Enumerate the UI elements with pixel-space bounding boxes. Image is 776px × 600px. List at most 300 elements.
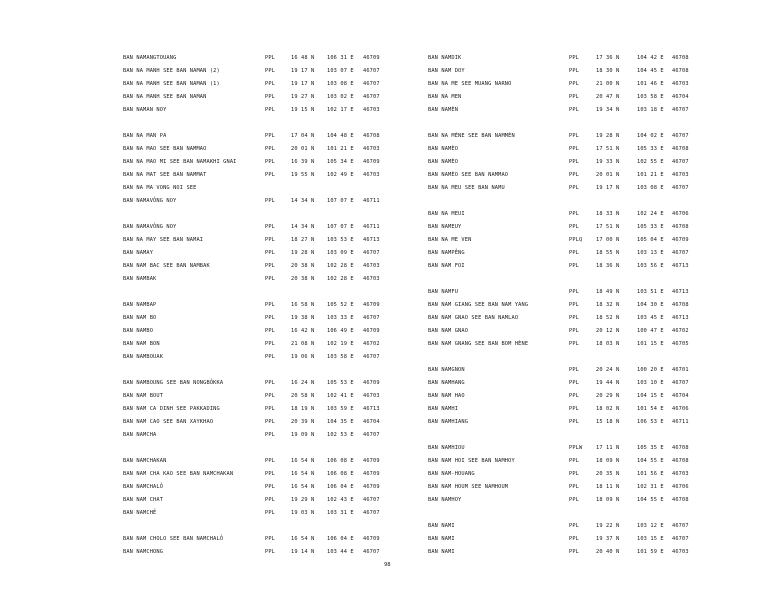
- place-name: BAN NAM CHAT: [123, 497, 164, 503]
- map-code: 46703: [363, 172, 380, 178]
- feature-class: PPL: [569, 380, 580, 386]
- feature-class: PPL: [265, 549, 276, 555]
- latitude: 19 17 N: [291, 81, 315, 87]
- latitude: 20 40 N: [596, 549, 620, 555]
- longitude: 102 55 E: [637, 159, 664, 165]
- place-name: BAN NA MAY SEE BAN NAMAI: [123, 237, 204, 243]
- feature-class: PPL: [569, 406, 580, 412]
- latitude: 18 09 N: [596, 458, 620, 464]
- feature-class: PPL: [569, 172, 580, 178]
- place-name: BAN NAM HOI SEE BAN NAMHOY: [428, 458, 515, 464]
- place-name: BAN NAMCHẺ: [123, 510, 157, 516]
- latitude: 20 24 N: [596, 367, 620, 373]
- longitude: 104 55 E: [637, 458, 664, 464]
- place-name: BAN NA MANH SEE BAN NAMAN (2): [123, 68, 220, 74]
- feature-class: PPL: [569, 289, 580, 295]
- longitude: 100 47 E: [637, 328, 664, 334]
- place-name: BAN NAM GNANG SEE BAN BOM HÈNE: [428, 341, 529, 347]
- place-name: BAN NA MANH SEE BAN NAMAN (1): [123, 81, 220, 87]
- longitude: 101 21 E: [327, 146, 354, 152]
- latitude: 19 15 N: [291, 107, 315, 113]
- place-name: BAN NAMAVỎNG NOY: [123, 224, 177, 230]
- place-name: BAN NAM CAO SEE BAN XAYKHAO: [123, 419, 214, 425]
- feature-class: PPL: [265, 55, 276, 61]
- latitude: 18 33 N: [596, 211, 620, 217]
- latitude: 20 29 N: [596, 393, 620, 399]
- feature-class: PPL: [265, 276, 276, 282]
- place-name: BAN NA MANH SEE BAN NAMAN: [123, 94, 207, 100]
- feature-class: PPLW: [569, 445, 583, 451]
- feature-class: PPL: [569, 328, 580, 334]
- latitude: 20 58 N: [291, 393, 315, 399]
- map-code: 46707: [672, 380, 689, 386]
- place-name: BAN NAMBOUAK: [123, 354, 164, 360]
- longitude: 104 48 E: [327, 133, 354, 139]
- place-name: BAN NAMCHAKAN: [123, 458, 167, 464]
- longitude: 106 08 E: [327, 471, 354, 477]
- place-name: BAN NAMBO: [123, 328, 154, 334]
- latitude: 20 39 N: [291, 419, 315, 425]
- map-code: 46703: [363, 107, 380, 113]
- longitude: 105 33 E: [637, 146, 664, 152]
- feature-class: PPL: [265, 68, 276, 74]
- place-name: BAN NAM-HOUANG: [428, 471, 475, 477]
- map-code: 46709: [363, 380, 380, 386]
- map-code: 46708: [672, 302, 689, 308]
- feature-class: PPL: [569, 471, 580, 477]
- latitude: 19 44 N: [596, 380, 620, 386]
- feature-class: PPL: [265, 393, 276, 399]
- latitude: 20 38 N: [291, 276, 315, 282]
- map-code: 46713: [672, 315, 689, 321]
- map-code: 46711: [363, 224, 380, 230]
- longitude: 102 24 E: [637, 211, 664, 217]
- longitude: 103 58 E: [327, 354, 354, 360]
- longitude: 104 35 E: [327, 419, 354, 425]
- latitude: 14 34 N: [291, 224, 315, 230]
- longitude: 101 15 E: [637, 341, 664, 347]
- longitude: 106 08 E: [327, 458, 354, 464]
- feature-class: PPL: [265, 458, 276, 464]
- latitude: 18 32 N: [596, 302, 620, 308]
- feature-class: PPL: [265, 341, 276, 347]
- map-code: 46707: [363, 94, 380, 100]
- longitude: 103 10 E: [637, 380, 664, 386]
- longitude: 103 07 E: [327, 68, 354, 74]
- feature-class: PPLQ: [569, 237, 583, 243]
- longitude: 104 02 E: [637, 133, 664, 139]
- place-name: BAN NAMHIANG: [428, 419, 469, 425]
- place-name: BAN NAM GIANG SEE BAN NAM YANG: [428, 302, 529, 308]
- latitude: 17 51 N: [596, 146, 620, 152]
- longitude: 105 04 E: [637, 237, 664, 243]
- place-name: BAN NA MAT SEE BAN NAMMAT: [123, 172, 207, 178]
- feature-class: PPL: [265, 354, 276, 360]
- map-code: 46702: [672, 328, 689, 334]
- latitude: 17 11 N: [596, 445, 620, 451]
- map-code: 46707: [672, 133, 689, 139]
- longitude: 102 28 E: [327, 276, 354, 282]
- feature-class: PPL: [569, 133, 580, 139]
- map-code: 46708: [672, 146, 689, 152]
- longitude: 106 53 E: [637, 419, 664, 425]
- latitude: 19 33 N: [596, 159, 620, 165]
- latitude: 17 00 N: [596, 237, 620, 243]
- latitude: 18 19 N: [291, 406, 315, 412]
- longitude: 106 49 E: [327, 328, 354, 334]
- longitude: 102 19 E: [327, 341, 354, 347]
- feature-class: PPL: [265, 432, 276, 438]
- place-name: BAN NAM FOI: [428, 263, 465, 269]
- feature-class: PPL: [569, 263, 580, 269]
- feature-class: PPL: [265, 133, 276, 139]
- map-code: 46705: [672, 341, 689, 347]
- map-code: 46703: [672, 549, 689, 555]
- place-name: BAN NAMI: [428, 549, 455, 555]
- feature-class: PPL: [569, 185, 580, 191]
- latitude: 19 09 N: [291, 432, 315, 438]
- place-name: BAN NAM GNAO SEE BAN NAMLAO: [428, 315, 519, 321]
- place-name: BAN NA MAN PA: [123, 133, 167, 139]
- map-code: 46713: [672, 263, 689, 269]
- feature-class: PPL: [265, 510, 276, 516]
- latitude: 18 49 N: [596, 289, 620, 295]
- latitude: 16 42 N: [291, 328, 315, 334]
- latitude: 18 30 N: [596, 68, 620, 74]
- longitude: 104 15 E: [637, 393, 664, 399]
- feature-class: PPL: [265, 328, 276, 334]
- map-code: 46709: [363, 471, 380, 477]
- map-code: 46706: [672, 406, 689, 412]
- longitude: 105 34 E: [327, 159, 354, 165]
- place-name: BAN NAM DOY: [428, 68, 465, 74]
- latitude: 16 54 N: [291, 536, 315, 542]
- map-code: 46707: [363, 81, 380, 87]
- feature-class: PPL: [265, 107, 276, 113]
- longitude: 103 08 E: [327, 81, 354, 87]
- map-code: 46701: [672, 367, 689, 373]
- map-code: 46707: [363, 68, 380, 74]
- latitude: 19 17 N: [596, 185, 620, 191]
- map-code: 46708: [672, 68, 689, 74]
- place-name: BAN NA ME VEN: [428, 237, 472, 243]
- place-name: BAN NAMDIK: [428, 55, 462, 61]
- latitude: 15 18 N: [596, 419, 620, 425]
- place-name: BAN NAMPẺNG: [428, 250, 465, 256]
- feature-class: PPL: [569, 549, 580, 555]
- place-name: BAN NAM BAC SEE BAN NAMBAK: [123, 263, 210, 269]
- longitude: 103 18 E: [637, 107, 664, 113]
- map-code: 46707: [363, 432, 380, 438]
- map-code: 46703: [363, 276, 380, 282]
- place-name: BAN NAMCHA: [123, 432, 157, 438]
- feature-class: PPL: [569, 523, 580, 529]
- place-name: BAN NAMBAP: [123, 302, 157, 308]
- map-code: 46707: [672, 107, 689, 113]
- latitude: 19 28 N: [596, 133, 620, 139]
- page-number: 98: [384, 562, 391, 568]
- latitude: 18 02 N: [596, 406, 620, 412]
- latitude: 17 51 N: [596, 224, 620, 230]
- latitude: 20 35 N: [596, 471, 620, 477]
- place-name: BAN NAM HOUM SEE NAMHOUM: [428, 484, 509, 490]
- place-name: BAN NAMAN NOY: [123, 107, 167, 113]
- map-code: 46704: [672, 393, 689, 399]
- latitude: 16 39 N: [291, 159, 315, 165]
- map-code: 46709: [363, 159, 380, 165]
- place-name: BAN NA MEU SEE BAN NAMU: [428, 185, 505, 191]
- map-code: 46708: [672, 445, 689, 451]
- map-code: 46703: [672, 81, 689, 87]
- longitude: 103 59 E: [327, 406, 354, 412]
- map-code: 46703: [672, 471, 689, 477]
- place-name: BAN NAMHI: [428, 406, 459, 412]
- map-code: 46713: [363, 237, 380, 243]
- place-name: BAN NAM CHOLO SEE BAN NAMCHALỎ: [123, 536, 224, 542]
- latitude: 17 36 N: [596, 55, 620, 61]
- feature-class: PPL: [569, 68, 580, 74]
- place-name: BAN NAMCHALỎ: [123, 484, 164, 490]
- longitude: 103 08 E: [637, 185, 664, 191]
- place-name: BAN NAMFU: [428, 289, 459, 295]
- longitude: 101 56 E: [637, 471, 664, 477]
- place-name: BAN NAM BON: [123, 341, 160, 347]
- map-code: 46708: [672, 458, 689, 464]
- latitude: 19 37 N: [596, 536, 620, 542]
- map-code: 46711: [672, 419, 689, 425]
- longitude: 104 30 E: [637, 302, 664, 308]
- feature-class: PPL: [569, 367, 580, 373]
- place-name: BAN NAMI: [428, 523, 455, 529]
- longitude: 103 31 E: [327, 510, 354, 516]
- map-code: 46707: [363, 354, 380, 360]
- place-name: BAN NAM HAO: [428, 393, 465, 399]
- latitude: 18 55 N: [596, 250, 620, 256]
- feature-class: PPL: [569, 159, 580, 165]
- feature-class: PPL: [569, 94, 580, 100]
- feature-class: PPL: [265, 237, 276, 243]
- map-code: 46709: [363, 328, 380, 334]
- place-name: BAN NAM CHA KAO SEE BAN NAMCHAKAN: [123, 471, 234, 477]
- longitude: 103 53 E: [327, 237, 354, 243]
- longitude: 102 28 E: [327, 263, 354, 269]
- map-code: 46713: [363, 406, 380, 412]
- longitude: 105 35 E: [637, 445, 664, 451]
- place-name: BAN NA MEN: [428, 94, 462, 100]
- latitude: 20 01 N: [596, 172, 620, 178]
- latitude: 19 55 N: [291, 172, 315, 178]
- longitude: 103 15 E: [637, 536, 664, 542]
- longitude: 100 20 E: [637, 367, 664, 373]
- map-code: 46708: [672, 55, 689, 61]
- feature-class: PPL: [569, 458, 580, 464]
- longitude: 102 31 E: [637, 484, 664, 490]
- map-code: 46707: [363, 549, 380, 555]
- longitude: 101 46 E: [637, 81, 664, 87]
- latitude: 14 34 N: [291, 198, 315, 204]
- longitude: 103 09 E: [327, 250, 354, 256]
- place-name: BAN NA MEUI: [428, 211, 465, 217]
- map-code: 46707: [672, 250, 689, 256]
- place-name: BAN NAMCHONG: [123, 549, 164, 555]
- feature-class: PPL: [265, 315, 276, 321]
- longitude: 106 04 E: [327, 484, 354, 490]
- feature-class: PPL: [569, 55, 580, 61]
- feature-class: PPL: [569, 315, 580, 321]
- latitude: 19 34 N: [596, 107, 620, 113]
- latitude: 17 04 N: [291, 133, 315, 139]
- map-code: 46703: [363, 263, 380, 269]
- latitude: 19 29 N: [291, 497, 315, 503]
- latitude: 18 03 N: [596, 341, 620, 347]
- latitude: 16 54 N: [291, 471, 315, 477]
- latitude: 19 03 N: [291, 510, 315, 516]
- place-name: BAN NAMBOUNG SEE BAN NONGBỎKKA: [123, 380, 224, 386]
- feature-class: PPL: [569, 211, 580, 217]
- map-code: 46707: [672, 185, 689, 191]
- longitude: 107 07 E: [327, 198, 354, 204]
- map-code: 46704: [363, 419, 380, 425]
- map-code: 46704: [672, 94, 689, 100]
- longitude: 101 59 E: [637, 549, 664, 555]
- place-name: BAN NAMÈO SEE BAN NAMMAO: [428, 172, 509, 178]
- latitude: 18 11 N: [596, 484, 620, 490]
- map-code: 46706: [672, 484, 689, 490]
- longitude: 103 33 E: [327, 315, 354, 321]
- longitude: 104 55 E: [637, 497, 664, 503]
- map-code: 46703: [363, 393, 380, 399]
- map-code: 46708: [672, 497, 689, 503]
- map-code: 46711: [363, 198, 380, 204]
- map-code: 46708: [672, 224, 689, 230]
- longitude: 102 17 E: [327, 107, 354, 113]
- feature-class: PPL: [265, 146, 276, 152]
- longitude: 101 21 E: [637, 172, 664, 178]
- place-name: BAN NAMEUY: [428, 224, 462, 230]
- feature-class: PPL: [569, 250, 580, 256]
- map-code: 46713: [672, 289, 689, 295]
- map-code: 46709: [363, 536, 380, 542]
- place-name: BAN NA MAO SEE BAN NAMMAO: [123, 146, 207, 152]
- place-name: BAN NA MAO MI SEE BAN NAMAKHI GNAI: [123, 159, 237, 165]
- place-name: BAN NAMANGTOUANG: [123, 55, 177, 61]
- map-code: 46709: [363, 484, 380, 490]
- feature-class: PPL: [265, 419, 276, 425]
- feature-class: PPL: [265, 172, 276, 178]
- longitude: 106 04 E: [327, 536, 354, 542]
- map-code: 46707: [672, 536, 689, 542]
- place-name: BAN NAM BOUT: [123, 393, 164, 399]
- longitude: 103 02 E: [327, 94, 354, 100]
- map-code: 46709: [363, 458, 380, 464]
- latitude: 19 22 N: [596, 523, 620, 529]
- longitude: 105 53 E: [327, 380, 354, 386]
- longitude: 102 49 E: [327, 172, 354, 178]
- feature-class: PPL: [569, 497, 580, 503]
- feature-class: PPL: [265, 198, 276, 204]
- feature-class: PPL: [569, 419, 580, 425]
- latitude: 18 27 N: [291, 237, 315, 243]
- latitude: 21 00 N: [596, 81, 620, 87]
- place-name: BAN NAMHIOU: [428, 445, 465, 451]
- feature-class: PPL: [265, 484, 276, 490]
- place-name: BAN NAM CA DINH SEE PAKKADING: [123, 406, 220, 412]
- map-code: 46707: [363, 510, 380, 516]
- latitude: 20 01 N: [291, 146, 315, 152]
- place-name: BAN NAMÈO: [428, 159, 459, 165]
- feature-class: PPL: [569, 81, 580, 87]
- feature-class: PPL: [265, 159, 276, 165]
- place-name: BAN NA MÈNE SEE BAN NAMMÈN: [428, 133, 515, 139]
- feature-class: PPL: [265, 263, 276, 269]
- map-code: 46707: [672, 159, 689, 165]
- feature-class: PPL: [569, 107, 580, 113]
- latitude: 16 48 N: [291, 55, 315, 61]
- feature-class: PPL: [265, 406, 276, 412]
- map-code: 46703: [363, 146, 380, 152]
- longitude: 105 52 E: [327, 302, 354, 308]
- latitude: 19 27 N: [291, 94, 315, 100]
- feature-class: PPL: [569, 224, 580, 230]
- map-code: 46707: [672, 523, 689, 529]
- feature-class: PPL: [265, 250, 276, 256]
- feature-class: PPL: [569, 302, 580, 308]
- latitude: 19 06 N: [291, 354, 315, 360]
- latitude: 19 14 N: [291, 549, 315, 555]
- feature-class: PPL: [569, 536, 580, 542]
- map-code: 46707: [363, 250, 380, 256]
- latitude: 16 24 N: [291, 380, 315, 386]
- latitude: 16 58 N: [291, 302, 315, 308]
- feature-class: PPL: [265, 471, 276, 477]
- longitude: 105 33 E: [637, 224, 664, 230]
- longitude: 106 31 E: [327, 55, 354, 61]
- place-name: BAN NAMGNON: [428, 367, 465, 373]
- longitude: 103 44 E: [327, 549, 354, 555]
- map-code: 46708: [363, 133, 380, 139]
- place-name: BAN NAMÈO: [428, 146, 459, 152]
- feature-class: PPL: [265, 536, 276, 542]
- feature-class: PPL: [569, 484, 580, 490]
- map-code: 46706: [672, 211, 689, 217]
- map-code: 46709: [363, 55, 380, 61]
- longitude: 103 45 E: [637, 315, 664, 321]
- place-name: BAN NAMHOY: [428, 497, 462, 503]
- latitude: 18 09 N: [596, 497, 620, 503]
- latitude: 20 38 N: [291, 263, 315, 269]
- place-name: BAN NA MA VONG NOI SEE: [123, 185, 197, 191]
- feature-class: PPL: [265, 224, 276, 230]
- longitude: 104 45 E: [637, 68, 664, 74]
- feature-class: PPL: [265, 302, 276, 308]
- longitude: 102 53 E: [327, 432, 354, 438]
- longitude: 103 12 E: [637, 523, 664, 529]
- place-name: BAN NAMÈN: [428, 107, 459, 113]
- longitude: 102 43 E: [327, 497, 354, 503]
- latitude: 19 28 N: [291, 250, 315, 256]
- feature-class: PPL: [569, 146, 580, 152]
- longitude: 107 07 E: [327, 224, 354, 230]
- place-name: BAN NAM GNAO: [428, 328, 469, 334]
- map-code: 46707: [363, 497, 380, 503]
- longitude: 104 42 E: [637, 55, 664, 61]
- latitude: 20 47 N: [596, 94, 620, 100]
- feature-class: PPL: [569, 393, 580, 399]
- latitude: 16 54 N: [291, 484, 315, 490]
- longitude: 103 58 E: [637, 94, 664, 100]
- latitude: 18 36 N: [596, 263, 620, 269]
- place-name: BAN NAM BO: [123, 315, 157, 321]
